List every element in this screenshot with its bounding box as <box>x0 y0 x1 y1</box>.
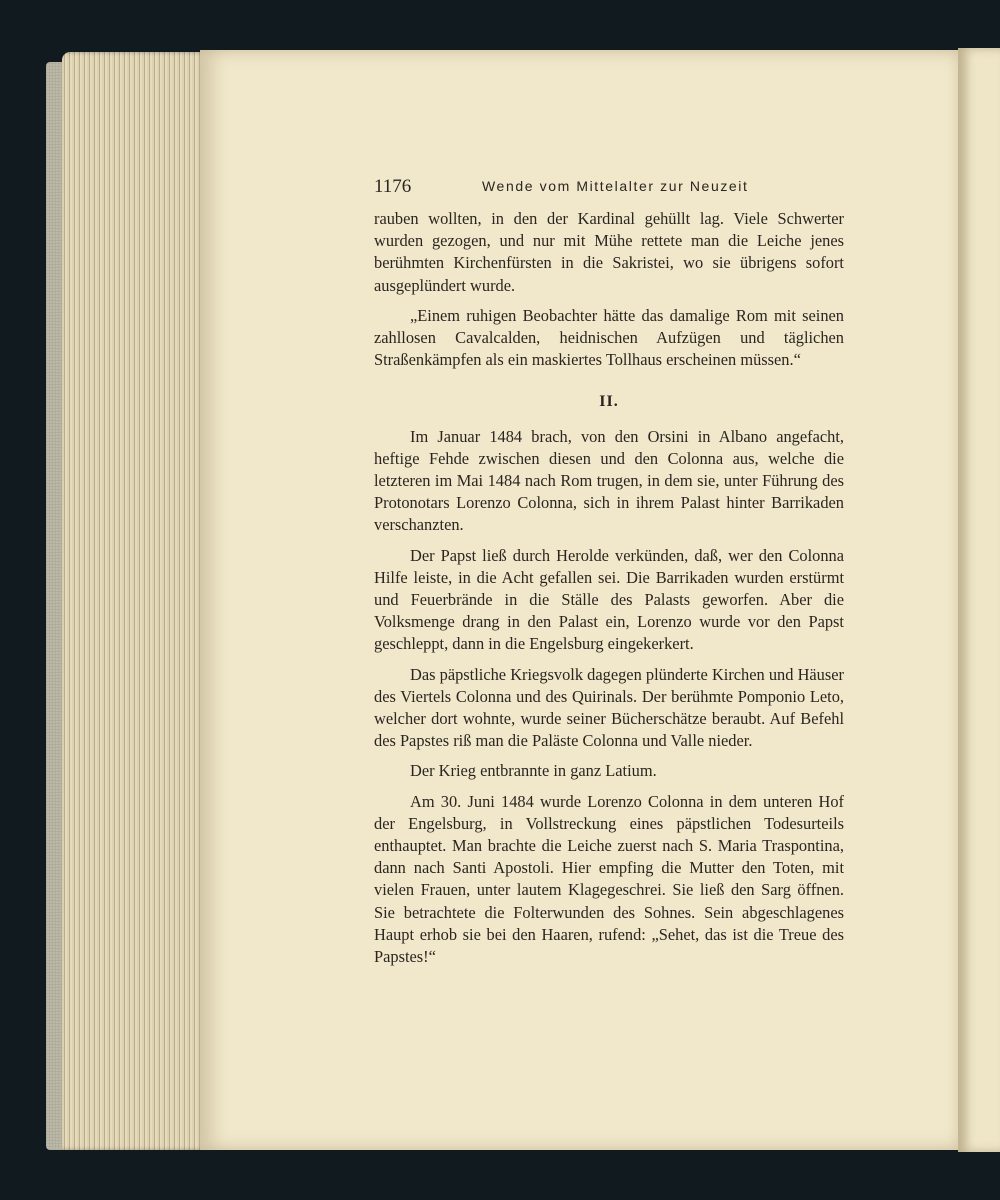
paragraph: Im Januar 1484 brach, von den Orsini in Albano angefacht, heftige Fehde zwischen diesen und den Colonna aus, welche die letzteren im Mai 1484 nach Rom trugen, in dem sie, unter Führung des Protonotars Lorenzo Colonna, sich in ihrem Palast hinter Barrikaden verschanzten. <box>374 426 844 535</box>
paragraph: Der Krieg entbrannte in ganz Latium. <box>410 761 657 781</box>
paragraph: Am 30. Juni 1484 wurde Lorenzo Colonna in dem unteren Hof der Engelsburg, in Vollstreckung eines päpstlichen Todesurteils enthauptet. Man brachte die Leiche zuerst nach S. Maria Traspontina, dann nach Santi Apostoli. Hier empfing die Mutter den Toten, mit vielen Frauen, unter lautem Klagegeschrei. Sie ließ den Sarg öffnen. Sie betrachtete die Folterwunden des Sohnes. Sein abgeschlagenes Haupt erhob sie bei den Haaren, rufend: „Sehet, das ist die Treue des Papstes!“ <box>374 791 844 967</box>
section-heading: II. <box>599 393 619 411</box>
paragraph: Der Papst ließ durch Herolde verkünden, daß, wer den Colonna Hilfe leiste, in die Acht gefallen sei. Die Barrikaden wurden erstürmt und Feuerbrände in die Ställe des Palasts geworfen. Aber die Volksmenge drang in den Palast ein, Lorenzo wurde vor den Papst geschleppt, dann in die Engelsburg eingekerkert. <box>374 545 844 654</box>
page-number: 1176 <box>374 176 412 197</box>
paragraph: Das päpstliche Kriegsvolk dagegen plünderte Kirchen und Häuser des Viertels Colonna und des Quirinals. Der berühmte Pomponio Leto, welcher dort wohnte, wurde seiner Bücherschätze beraubt. Auf Befehl des Papstes riß man die Paläste Colonna und Valle nieder. <box>374 664 844 751</box>
paragraph: rauben wollten, in den der Kardinal gehüllt lag. Viele Schwerter wurden gezogen, und nur mit Mühe rettete man die Leiche jenes berühmten Kirchenfürsten in die Sakristei, wo sie übrigens sofort ausgeplündert wurde. <box>374 209 844 295</box>
running-title: Wende vom Mittelalter zur Neuzeit <box>482 178 749 194</box>
page-body <box>374 208 844 976</box>
page-header <box>374 176 844 198</box>
facing-page-edge <box>958 48 1000 1152</box>
paragraph: „Einem ruhigen Beobachter hätte das damalige Rom mit seinen zahllosen Cavalcalden, heidnischen Aufzügen und täglichen Straßenkämpfen als ein maskiertes Tollhaus erscheinen müssen.“ <box>374 305 844 370</box>
page-edges <box>62 52 212 1150</box>
